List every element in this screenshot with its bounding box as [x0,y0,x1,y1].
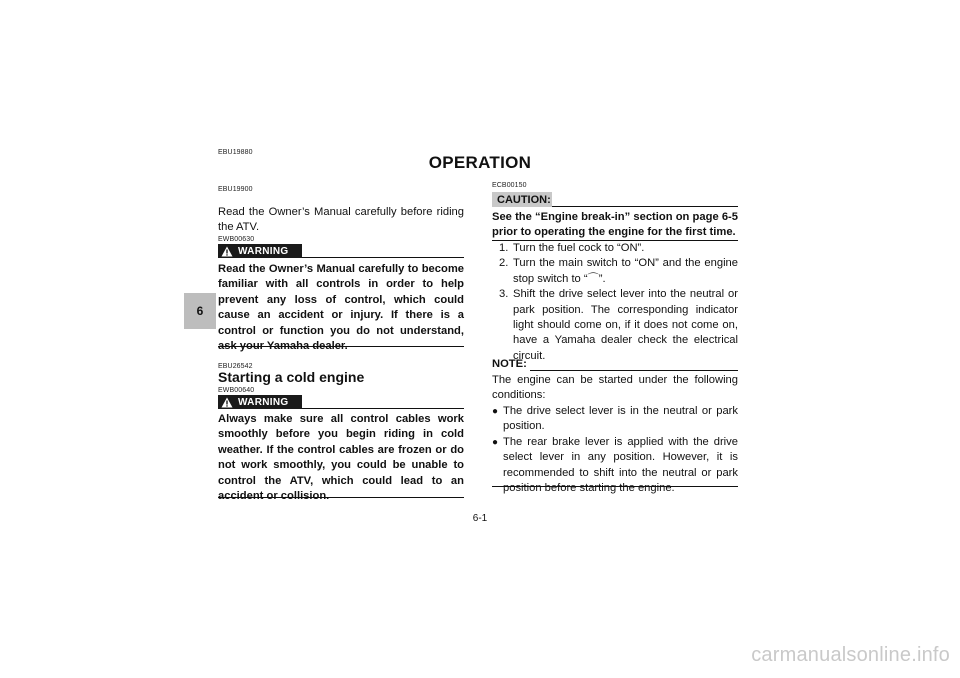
page-number: 6-1 [472,513,488,524]
header-code: EBU19880 [218,149,253,156]
note-bullets [492,404,738,496]
note-label: NOTE: [492,358,527,370]
list-item: 1. Turn the fuel cock to “ON”. [499,242,645,254]
warning2-label: WARNING [238,396,289,408]
chapter-tab: 6 [184,293,216,329]
bullet-icon: ● [492,406,499,417]
caution-top-rule [552,206,738,207]
warning-triangle-icon [221,397,233,408]
steps-list [492,241,738,364]
warning2-badge [218,395,302,409]
note-top-rule [530,370,738,371]
warning2-code: EWB00640 [218,387,255,394]
note-intro: The engine can be started under the following conditions: [492,374,738,402]
caution-code: ECB00150 [492,182,527,189]
warning-triangle-icon [221,246,233,257]
warning1-text: Read the Owner’s Manual carefully to become familiar with all controls in order to help prevent any loss of control, which could cause an accident or injury. If there is a control or function you do not understand, ask your Yamaha dealer. [218,263,464,353]
page-title: OPERATION [428,153,532,172]
section-heading: Starting a cold engine [218,369,365,385]
intro-text: Read the Owner’s Manual carefully before riding the ATV. [218,206,464,234]
section-code: EBU26542 [218,363,253,370]
caution-text: See the “Engine break-in” section on page 6-5 prior to operating the engine for the first time. [492,211,738,239]
list-item: ● The rear brake lever is applied with the drive select lever in any position. However, it is recommended to shift into the neutral or park position before starting the engine. [492,435,738,495]
list-item: 2. Turn the main switch to “ON” and the engine stop switch to “⌒”. [499,257,738,285]
bullet-icon: ● [492,436,499,448]
warning1-bottom-rule [218,346,464,347]
warning2-top-rule [302,408,464,409]
intro-code: EBU19900 [218,186,253,193]
list-item: 3. Shift the drive select lever into the neutral or park position. The corresponding indicator light should come on, if it does not come on, have a Yamaha dealer check the electrical circuit. [499,288,738,362]
warning1-code: EWB00630 [218,236,255,243]
watermark: carmanualsonline.info [751,644,950,666]
note-bottom-rule [492,486,738,487]
warning2-text: Always make sure all control cables work smoothly before you begin riding in cold weather. If the control cables are frozen or do not work smoothly, you could be unable to control the ATV, which could lead to an accident or collision. [218,413,464,503]
list-item: ● The drive select lever is in the neutral or park position. [492,405,738,433]
warning1-label: WARNING [238,245,289,257]
warning1-badge [218,244,302,258]
caution-badge: CAUTION: [492,192,552,207]
warning2-bottom-rule [218,497,464,498]
warning1-top-rule [302,257,464,258]
